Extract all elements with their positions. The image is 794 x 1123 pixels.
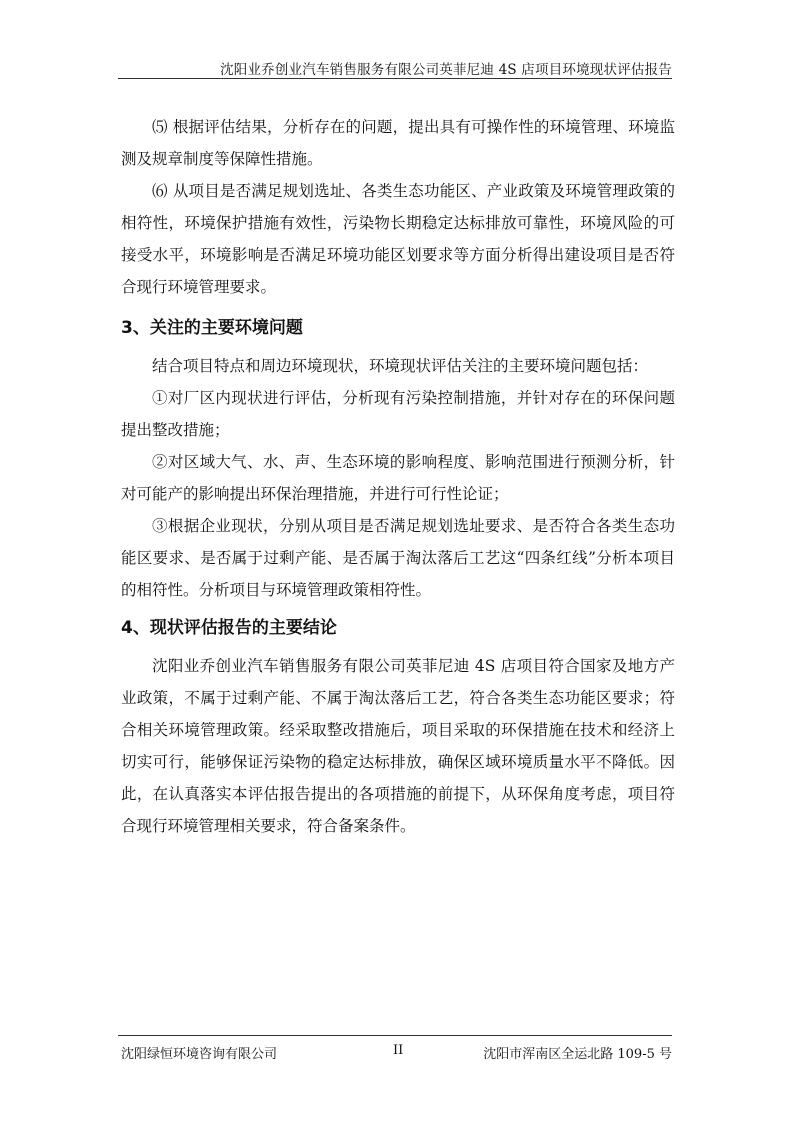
section-3-item-1: ①对厂区内现状进行评估，分析现有污染控制措施，并针对存在的环保问题提出整改措施； [121, 389, 675, 439]
footer-page-number: II [393, 1043, 404, 1058]
paragraph-item-5: ⑸ 根据评估结果，分析存在的问题，提出具有可操作性的环境管理、环境监测及规章制度等保障性措施。 [121, 118, 675, 168]
section-4-conclusion: 沈阳业乔创业汽车销售服务有限公司英菲尼迪 4S 店项目符合国家及地方产业政策，不属于过剩产能、不属于淘汰落后工艺，符合各类生态功能区要求；符合相关环境管理政策。经采取整改措施后，项目采取的环保措施在技术和经济上切实可行，能够保证污染物的稳定达标排放，确保区域环境质量水平不降低。因此，在认真落实本评估报告提出的各项措施的前提下，从环保角度考虑，项目符合现行环境管理相关要求，符合备案条件。 [121, 657, 675, 835]
section-3-item-3: ③根据企业现状，分别从项目是否满足规划选址要求、是否符合各类生态功能区要求、是否属于过剩产能、是否属于淘汰落后工艺这“四条红线”分析本项目的相符性。分析项目与环境管理政策相符性。 [121, 517, 675, 599]
paragraph-item-6: ⑹ 从项目是否满足规划选址、各类生态功能区、产业政策及环境管理政策的相符性，环境保护措施有效性，污染物长期稳定达标排放可靠性，环境风险的可接受水平，环境影响是否满足环境功能区划要求等方面分析得出建设项目是否符合现行环境管理要求。 [121, 182, 675, 296]
section-3-item-2: ②对区域大气、水、声、生态环境的影响程度、影响范围进行预测分析，针对可能产的影响提出环保治理措施，并进行可行性论证； [121, 453, 675, 503]
page-header-title: 沈阳业乔创业汽车销售服务有限公司英菲尼迪 4S 店项目环境现状评估报告 [220, 62, 672, 78]
section-3-intro: 结合项目特点和周边环境现状，环境现状评估关注的主要环境问题包括： [152, 357, 649, 375]
footer-address: 沈阳市浑南区全运北路 109-5 号 [483, 1047, 672, 1062]
footer-divider [118, 1035, 672, 1036]
header-divider [118, 78, 672, 79]
section-3-heading: 3、关注的主要环境问题 [121, 318, 303, 338]
section-4-heading: 4、现状评估报告的主要结论 [121, 618, 337, 638]
footer-company: 沈阳绿恒环境咨询有限公司 [121, 1047, 278, 1062]
